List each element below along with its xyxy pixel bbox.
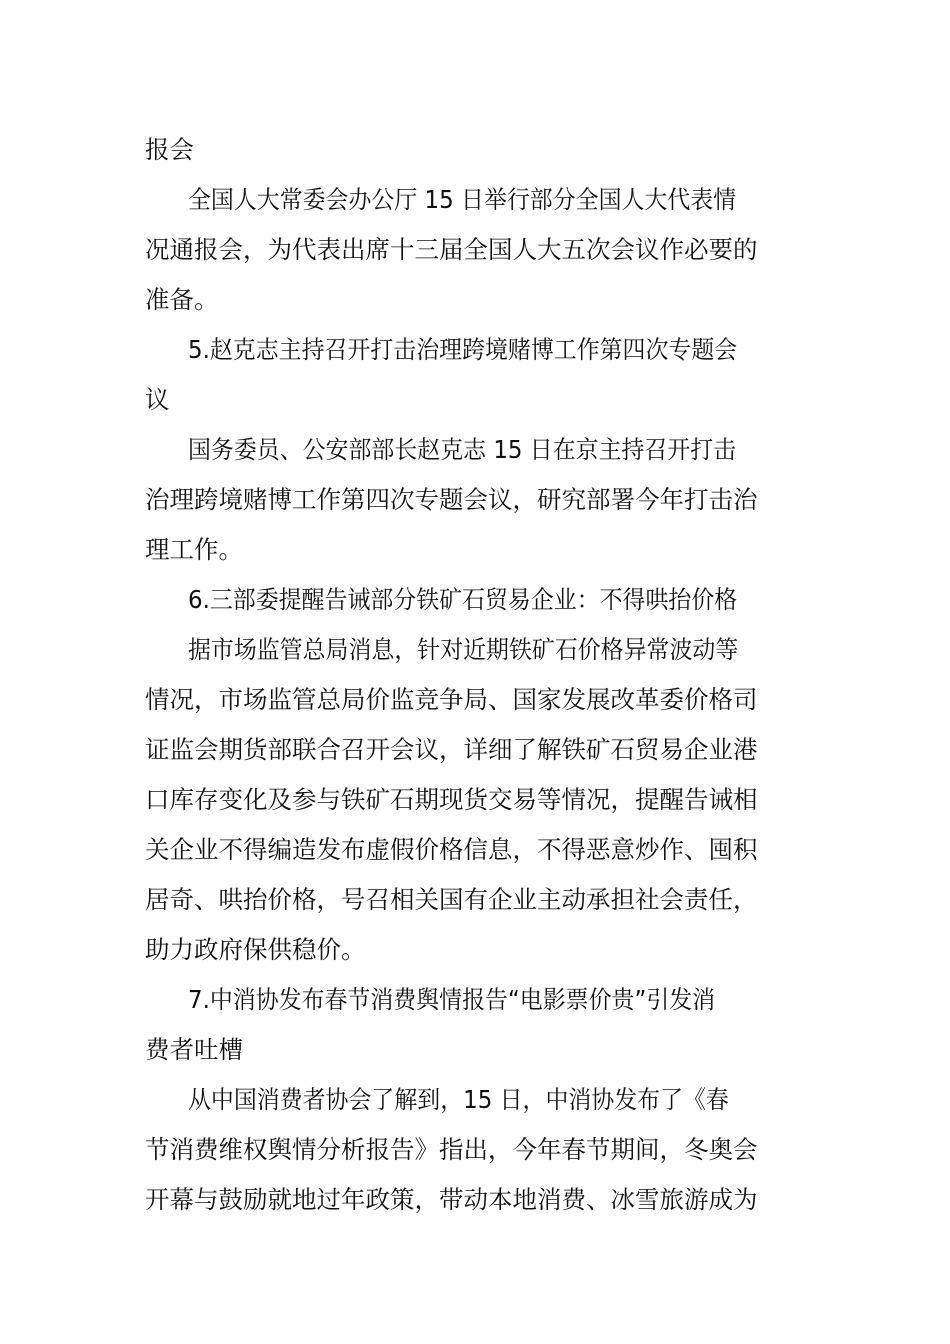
- text-line: 证监会期货部联合召开会议，详细了解铁矿石贸易企业港: [145, 735, 758, 764]
- text-line: 节消费维权舆情分析报告》指出，今年春节期间，冬奥会: [145, 1135, 758, 1164]
- section-heading: 议: [145, 385, 170, 414]
- text-line: 况通报会，为代表出席十三届全国人大五次会议作必要的: [145, 235, 758, 264]
- section-heading: 费者吐槽: [145, 1035, 243, 1064]
- text-line: 情况，市场监管总局价监竞争局、国家发展改革委价格司: [145, 685, 758, 714]
- text-line: 助力政府保供稳价。: [145, 935, 366, 964]
- text-line: 治理跨境赌博工作第四次专题会议，研究部署今年打击治: [145, 485, 758, 514]
- text-line: 准备。: [145, 285, 219, 314]
- text-line: 全国人大常委会办公厅 15 日举行部分全国人大代表情: [188, 185, 737, 214]
- text-line: 报会: [145, 135, 194, 164]
- text-line: 口库存变化及参与铁矿石期现货交易等情况，提醒告诫相: [145, 785, 758, 814]
- text-line: 开幕与鼓励就地过年政策，带动本地消费、冰雪旅游成为: [145, 1185, 758, 1214]
- text-line: 关企业不得编造发布虚假价格信息，不得恶意炒作、囤积: [145, 835, 758, 864]
- text-line: 据市场监管总局消息，针对近期铁矿石价格异常波动等: [188, 635, 739, 664]
- text-line: 理工作。: [145, 535, 243, 564]
- section-heading: 7.中消协发布春节消费舆情报告“电影票价贵”引发消: [188, 985, 716, 1014]
- text-line: 国务委员、公安部部长赵克志 15 日在京主持召开打击: [188, 435, 737, 464]
- section-heading: 5.赵克志主持召开打击治理跨境赌博工作第四次专题会: [188, 335, 738, 364]
- section-heading: 6.三部委提醒告诫部分铁矿石贸易企业：不得哄抬价格: [188, 585, 738, 614]
- text-line: 从中国消费者协会了解到，15 日，中消协发布了《春: [188, 1085, 729, 1114]
- text-line: 居奇、哄抬价格，号召相关国有企业主动承担社会责任，: [145, 885, 758, 914]
